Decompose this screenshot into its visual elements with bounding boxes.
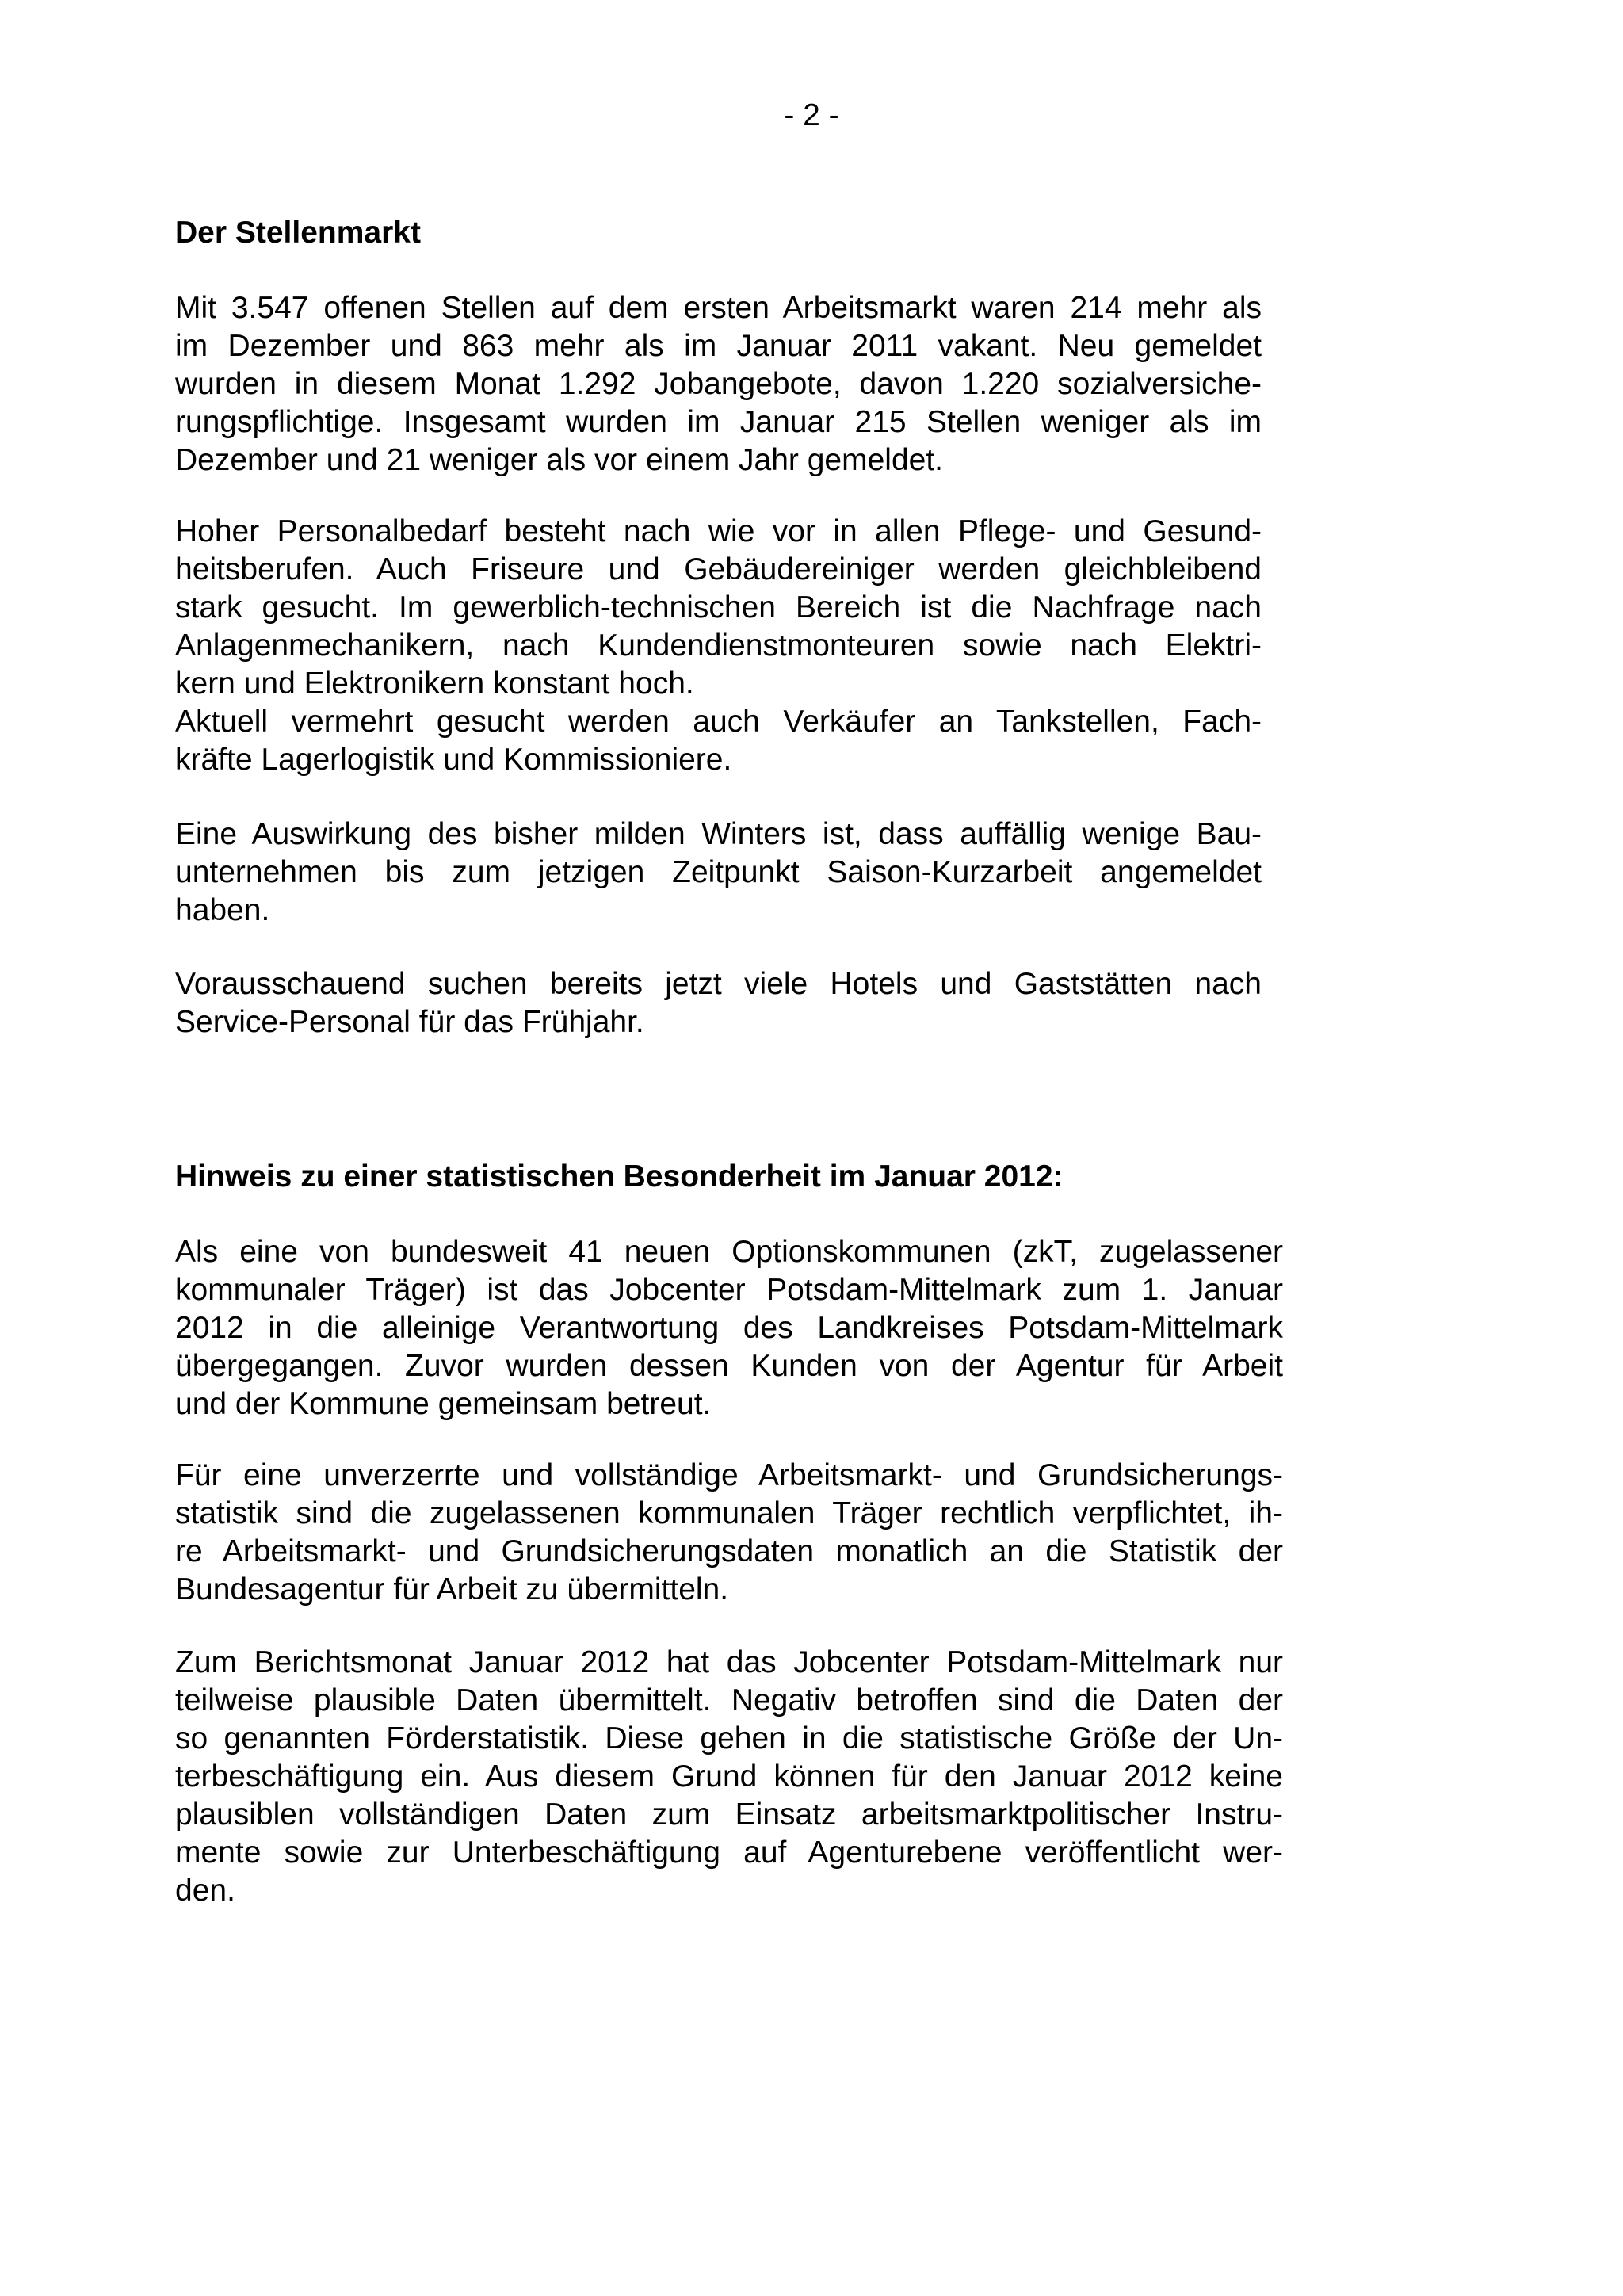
- paragraph-unverzerrte-statistik: [175, 1457, 1283, 1609]
- text-line: Bundesagentur für Arbeit zu übermitteln.: [175, 1572, 729, 1606]
- text-line: kommunaler Träger) ist das Jobcenter Potsdam-Mittelmark zum 1. Januar: [175, 1273, 1283, 1307]
- text-line: Aktuell vermehrt gesucht werden auch Verkäufer an Tankstellen, Fach-: [175, 705, 1262, 739]
- text-line: Vorausschauend suchen bereits jetzt viele Hotels und Gaststätten nach: [175, 967, 1262, 1001]
- text-line: im Dezember und 863 mehr als im Januar 2011 vakant. Neu gemeldet: [175, 329, 1262, 363]
- text-line: heitsberufen. Auch Friseure und Gebäudereiniger werden gleichbleibend: [175, 552, 1262, 586]
- paragraph-berichtsmonat: [175, 1644, 1283, 1910]
- text-line: Service-Personal für das Frühjahr.: [175, 1005, 644, 1039]
- text-line: wurden in diesem Monat 1.292 Jobangebote, davon 1.220 sozialversiche-: [175, 367, 1262, 401]
- section-heading-stellenmarkt: Der Stellenmarkt: [175, 216, 421, 250]
- text-line: 2012 in die alleinige Verantwortung des Landkreises Potsdam-Mittelmark: [175, 1311, 1283, 1345]
- text-line: und der Kommune gemeinsam betreut.: [175, 1387, 712, 1421]
- text-line: Anlagenmechanikern, nach Kundendienstmonteuren sowie nach Elektri-: [175, 628, 1262, 663]
- text-line: stark gesucht. Im gewerblich-technischen Bereich ist die Nachfrage nach: [175, 590, 1262, 625]
- section-heading-hinweis: Hinweis zu einer statistischen Besonderheit im Januar 2012:: [175, 1159, 1064, 1194]
- text-line: terbeschäftigung ein. Aus diesem Grund können für den Januar 2012 keine: [175, 1759, 1283, 1794]
- paragraph-vorausschauend: [175, 965, 1262, 1041]
- text-line: Hoher Personalbedarf besteht nach wie vor in allen Pflege- und Gesund-: [175, 514, 1262, 548]
- text-line: mente sowie zur Unterbeschäftigung auf Agenturebene veröffentlicht wer-: [175, 1836, 1283, 1870]
- text-line: unternehmen bis zum jetzigen Zeitpunkt Saison-Kurzarbeit angemeldet: [175, 855, 1262, 889]
- text-line: Dezember und 21 weniger als vor einem Jahr gemeldet.: [175, 443, 944, 477]
- text-line: plausiblen vollständigen Daten zum Einsatz arbeitsmarktpolitischer Instru-: [175, 1797, 1283, 1832]
- paragraph-optionskommunen: [175, 1233, 1283, 1423]
- text-line: haben.: [175, 893, 270, 927]
- text-line: rungspflichtige. Insgesamt wurden im Januar 215 Stellen weniger als im: [175, 405, 1262, 439]
- text-line: teilweise plausible Daten übermittelt. Negativ betroffen sind die Daten der: [175, 1683, 1283, 1717]
- text-line: statistik sind die zugelassenen kommunalen Träger rechtlich verpflichtet, ih-: [175, 1496, 1283, 1530]
- paragraph-offene-stellen: [175, 289, 1262, 479]
- page-number: - 2 -: [784, 98, 839, 132]
- text-line: kräfte Lagerlogistik und Kommissioniere.: [175, 743, 732, 777]
- text-line: Für eine unverzerrte und vollständige Arbeitsmarkt- und Grundsicherungs-: [175, 1458, 1283, 1492]
- text-line: den.: [175, 1874, 235, 1908]
- text-line: übergegangen. Zuvor wurden dessen Kunden von der Agentur für Arbeit: [175, 1349, 1283, 1383]
- paragraph-milder-winter: [175, 816, 1262, 930]
- paragraph-aktuell-gesucht: [175, 703, 1262, 779]
- text-line: re Arbeitsmarkt- und Grundsicherungsdaten monatlich an die Statistik der: [175, 1534, 1283, 1568]
- text-line: Mit 3.547 offenen Stellen auf dem ersten Arbeitsmarkt waren 214 mehr als: [175, 291, 1262, 325]
- text-line: Als eine von bundesweit 41 neuen Optionskommunen (zkT, zugelassener: [175, 1235, 1283, 1269]
- text-line: kern und Elektronikern konstant hoch.: [175, 667, 694, 701]
- paragraph-personalbedarf: [175, 513, 1262, 703]
- text-line: so genannten Förderstatistik. Diese gehen in die statistische Größe der Un-: [175, 1721, 1283, 1755]
- text-line: Eine Auswirkung des bisher milden Winters ist, dass auffällig wenige Bau-: [175, 817, 1262, 851]
- text-line: Zum Berichtsmonat Januar 2012 hat das Jobcenter Potsdam-Mittelmark nur: [175, 1645, 1283, 1679]
